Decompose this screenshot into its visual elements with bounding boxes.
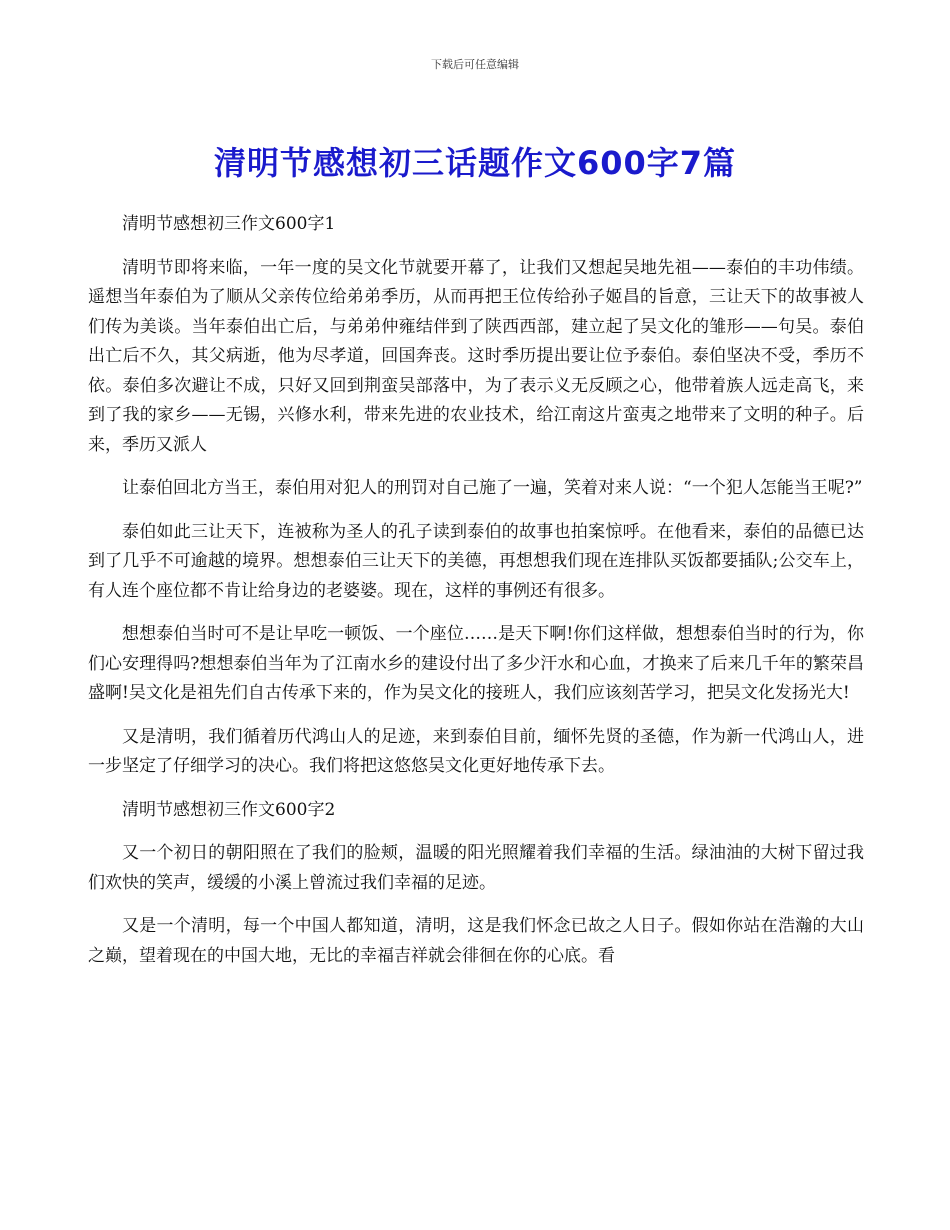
body-paragraph: 又是清明，我们循着历代鸿山人的足迹，来到泰伯目前，缅怀先贤的圣德，作为新一代鸿山人，进一步坚定了仔细学习的决心。我们将把这悠悠吴文化更好地传承下去。 [88, 726, 864, 776]
section-heading: 清明节感想初三作文600字1 [122, 214, 336, 234]
body-paragraph: 泰伯如此三让天下，连被称为圣人的孔子读到泰伯的故事也拍案惊呼。在他看来，泰伯的品德已达到了几乎不可逾越的境界。想想泰伯三让天下的美德，再想想我们现在连排队买饭都要插队;公交车上，有人连个座位都不肯让给身边的老婆婆。现在，这样的事例还有很多。 [88, 521, 864, 601]
body-paragraph: 又一个初日的朝阳照在了我们的脸颊，温暖的阳光照耀着我们幸福的生活。绿油油的大树下留过我们欢快的笑声，缓缓的小溪上曾流过我们幸福的足迹。 [88, 843, 864, 893]
document-body [88, 210, 864, 985]
body-paragraph: 让泰伯回北方当王，泰伯用对犯人的刑罚对自己施了一遍，笑着对来人说：“一个犯人怎能当王呢?” [122, 478, 863, 498]
body-paragraph: 又是一个清明，每一个中国人都知道，清明，这是我们怀念已故之人日子。假如你站在浩瀚的大山之巅，望着现在的中国大地，无比的幸福吉祥就会徘徊在你的心底。看 [88, 916, 864, 966]
body-paragraph: 想想泰伯当时可不是让早吃一顿饭、一个座位……是天下啊!你们这样做，想想泰伯当时的行为，你们心安理得吗?想想泰伯当年为了江南水乡的建设付出了多少汗水和心血，才换来了后来几千年的繁荣昌盛啊!吴文化是祖先们自古传承下来的，作为吴文化的接班人，我们应该刻苦学习，把吴文化发扬光大! [88, 624, 864, 703]
body-paragraph: 清明节即将来临，一年一度的吴文化节就要开幕了，让我们又想起吴地先祖——泰伯的丰功伟绩。遥想当年泰伯为了顺从父亲传位给弟弟季历，从而再把王位传给孙子姬昌的旨意，三让天下的故事被人们传为美谈。当年泰伯出亡后，与弟弟仲雍结伴到了陕西西部，建立起了吴文化的雏形——句吴。泰伯出亡后不久，其父病逝，他为尽孝道，回国奔丧。这时季历提出要让位予泰伯。泰伯坚决不受，季历不依。泰伯多次避让不成，只好又回到荆蛮吴部落中，为了表示义无反顾之心，他带着族人远走高飞，来到了我的家乡——无锡，兴修水利，带来先进的农业技术，给江南这片蛮夷之地带来了文明的种子。后来，季历又派人 [88, 257, 864, 455]
header-note: 下载后可任意编辑 [431, 58, 519, 71]
document-title: 清明节感想初三话题作文600字7篇 [213, 144, 737, 182]
section-heading: 清明节感想初三作文600字2 [122, 799, 336, 820]
